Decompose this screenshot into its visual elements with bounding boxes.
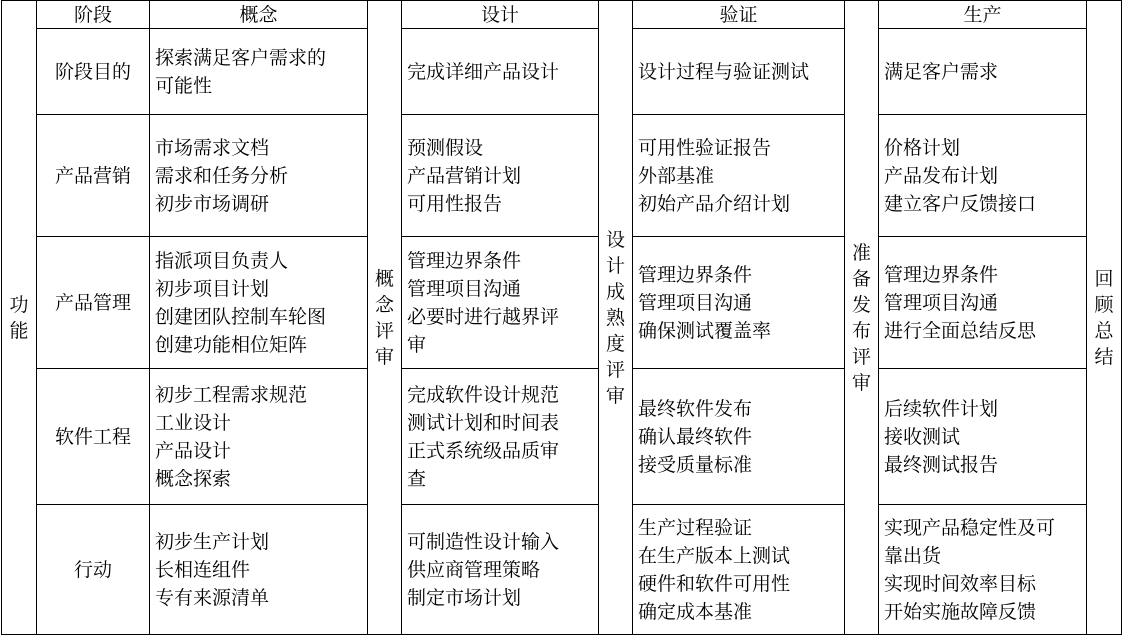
production-header: 生产 [879,1,1087,29]
row-label: 行动 [37,505,150,635]
table-row [2,237,1122,369]
verify-cell: 管理边界条件 管理项目沟通 确保测试覆盖率 [633,237,845,369]
verify-cell: 生产过程验证 在生产版本上测试 硬件和软件可用性 确定成本基准 [633,505,845,635]
table-row [2,505,1122,635]
table-row [2,115,1122,237]
concept-cell: 探索满足客户需求的 可能性 [150,29,368,115]
row-label: 产品管理 [37,237,150,369]
concept-review-label: 概 念 评 审 [368,1,402,635]
header-row [2,1,1122,29]
design-cell: 完成详细产品设计 [402,29,599,115]
concept-cell: 初步工程需求规范 工业设计 产品设计 概念探索 [150,369,368,505]
design-cell: 可制造性设计输入 供应商管理策略 制定市场计划 [402,505,599,635]
production-cell: 管理边界条件 管理项目沟通 进行全面总结反思 [879,237,1087,369]
row-label: 产品营销 [37,115,150,237]
design-cell: 完成软件设计规范 测试计划和时间表 正式系统级品质审 查 [402,369,599,505]
concept-cell: 指派项目负责人 初步项目计划 创建团队控制车轮图 创建功能相位矩阵 [150,237,368,369]
stage-header: 阶段 [37,1,150,29]
product-development-phase-table [1,0,1122,635]
design-header: 设计 [402,1,599,29]
concept-cell: 初步生产计划 长相连组件 专有来源清单 [150,505,368,635]
release-ready-review-label: 准 备 发 布 评 审 [845,1,879,635]
verify-cell: 最终软件发布 确认最终软件 接受质量标准 [633,369,845,505]
production-cell: 实现产品稳定性及可 靠出货 实现时间效率目标 开始实施故障反馈 [879,505,1087,635]
design-cell: 管理边界条件 管理项目沟通 必要时进行越界评 审 [402,237,599,369]
production-cell: 后续软件计划 接收测试 最终测试报告 [879,369,1087,505]
production-cell: 满足客户需求 [879,29,1087,115]
design-cell: 预测假设 产品营销计划 可用性报告 [402,115,599,237]
concept-header: 概念 [150,1,368,29]
verify-cell: 可用性验证报告 外部基准 初始产品介绍计划 [633,115,845,237]
table-row [2,369,1122,505]
concept-cell: 市场需求文档 需求和任务分析 初步市场调研 [150,115,368,237]
production-cell: 价格计划 产品发布计划 建立客户反馈接口 [879,115,1087,237]
function-side-label: 功 能 [2,1,37,635]
verify-header: 验证 [633,1,845,29]
verify-cell: 设计过程与验证测试 [633,29,845,115]
table-row [2,29,1122,115]
design-maturity-review-label: 设 计 成 熟 度 评 审 [599,1,633,635]
retrospective-label: 回 顾 总 结 [1087,1,1122,635]
row-label: 软件工程 [37,369,150,505]
row-label: 阶段目的 [37,29,150,115]
